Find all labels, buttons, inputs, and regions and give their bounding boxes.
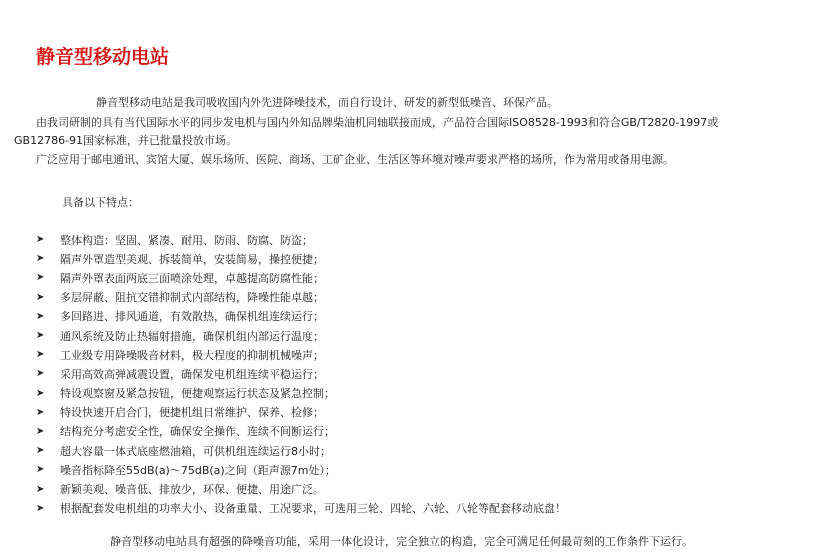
arrow-right-bullet-icon: ➤ <box>36 406 45 418</box>
feature-text: 工业级专用降噪吸音材料，极大程度的抑制机械噪声； <box>60 348 324 362</box>
feature-text: 根据配套发电机组的功率大小、设备重量、工况要求，可选用三轮、四轮、六轮、八轮等配套移动底盘！ <box>60 502 566 516</box>
arrow-right-bullet-icon: ➤ <box>36 368 45 380</box>
arrow-right-bullet-icon: ➤ <box>36 253 45 265</box>
feature-text: 隔声外罩表面两底三面喷涂处理，卓越提高防腐性能； <box>60 271 324 285</box>
list-item <box>36 326 566 345</box>
list-item <box>36 479 566 498</box>
arrow-right-bullet-icon: ➤ <box>36 387 45 399</box>
arrow-right-bullet-icon: ➤ <box>36 502 45 514</box>
page-title: 静音型移动电站 <box>36 46 170 68</box>
feature-text: 多层屏蔽、阻抗交错抑制式内部结构，降噪性能卓越； <box>60 291 324 305</box>
arrow-right-bullet-icon: ➤ <box>36 330 45 342</box>
arrow-right-bullet-icon: ➤ <box>36 425 45 437</box>
arrow-right-bullet-icon: ➤ <box>36 272 45 284</box>
feature-text: 新颖美观、噪音低、排放少，环保、便捷、用途广泛。 <box>60 483 324 497</box>
list-item <box>36 268 566 287</box>
list-item <box>36 403 566 422</box>
feature-text: 特设观察窗及紧急按钮，便捷观察运行状态及紧急控制； <box>60 387 335 401</box>
feature-text: 多回路进、排风通道，有效散热，确保机组连续运行； <box>60 310 324 324</box>
arrow-right-bullet-icon: ➤ <box>36 234 45 246</box>
list-item <box>36 422 566 441</box>
intro-paragraph-3: 广泛应用于邮电通讯、宾馆大厦、娱乐场所、医院、商场、工矿企业、生活区等环境对噪声要求严格的场所，作为常用或备用电源。 <box>36 153 674 166</box>
list-item <box>36 364 566 383</box>
intro-paragraph-1: 静音型移动电站是我司吸收国内外先进降噪技术，而自行设计、研发的新型低噪音、环保产品。 <box>96 96 558 109</box>
list-item <box>36 441 566 460</box>
feature-text: 特设快速开启合门，便捷机组日常维护、保养、检修； <box>60 406 324 420</box>
list-item <box>36 249 566 268</box>
feature-text: 整体构造：坚固、紧凑、耐用、防雨、防腐、防盗； <box>60 233 313 247</box>
intro-paragraph-2-line-1: 由我司研制的具有当代国际水平的同步发电机与国内外知品牌柴油机同轴联接而成，产品符合国际ISO8528-1993和符合GB/T2820-1997或 <box>36 116 719 129</box>
feature-text: 隔声外罩造型美观、拆装简单，安装简易，操控便捷； <box>60 252 324 266</box>
list-item <box>36 499 566 518</box>
arrow-right-bullet-icon: ➤ <box>36 483 45 495</box>
list-item <box>36 345 566 364</box>
arrow-right-bullet-icon: ➤ <box>36 445 45 457</box>
closing-paragraph: 静音型移动电站具有超强的降噪音功能，采用一体化设计，完全独立的构造，完全可满足任何最苛刻的工作条件下运行。 <box>110 535 693 548</box>
feature-text: 结构充分考虑安全性，确保安全操作、连续不间断运行； <box>60 425 335 439</box>
arrow-right-bullet-icon: ➤ <box>36 349 45 361</box>
arrow-right-bullet-icon: ➤ <box>36 310 45 322</box>
features-heading: 具备以下特点： <box>62 196 139 209</box>
intro-paragraph-2-line-2: GB12786-91国家标准，并已批量投放市场。 <box>14 134 238 147</box>
feature-text: 超大容量一体式底座燃油箱，可供机组连续运行8小时； <box>60 444 331 458</box>
list-item <box>36 460 566 479</box>
feature-text: 采用高效高弹减震设置，确保发电机组连续平稳运行； <box>60 367 324 381</box>
list-item <box>36 384 566 403</box>
list-item <box>36 230 566 249</box>
list-item <box>36 288 566 307</box>
list-item <box>36 307 566 326</box>
feature-text: 噪音指标降至55dB(a)～75dB(a)之间（距声源7m处）； <box>60 463 336 477</box>
feature-list <box>36 230 566 518</box>
feature-text: 通风系统及防止热辐射措施，确保机组内部运行温度； <box>60 329 324 343</box>
arrow-right-bullet-icon: ➤ <box>36 291 45 303</box>
arrow-right-bullet-icon: ➤ <box>36 464 45 476</box>
